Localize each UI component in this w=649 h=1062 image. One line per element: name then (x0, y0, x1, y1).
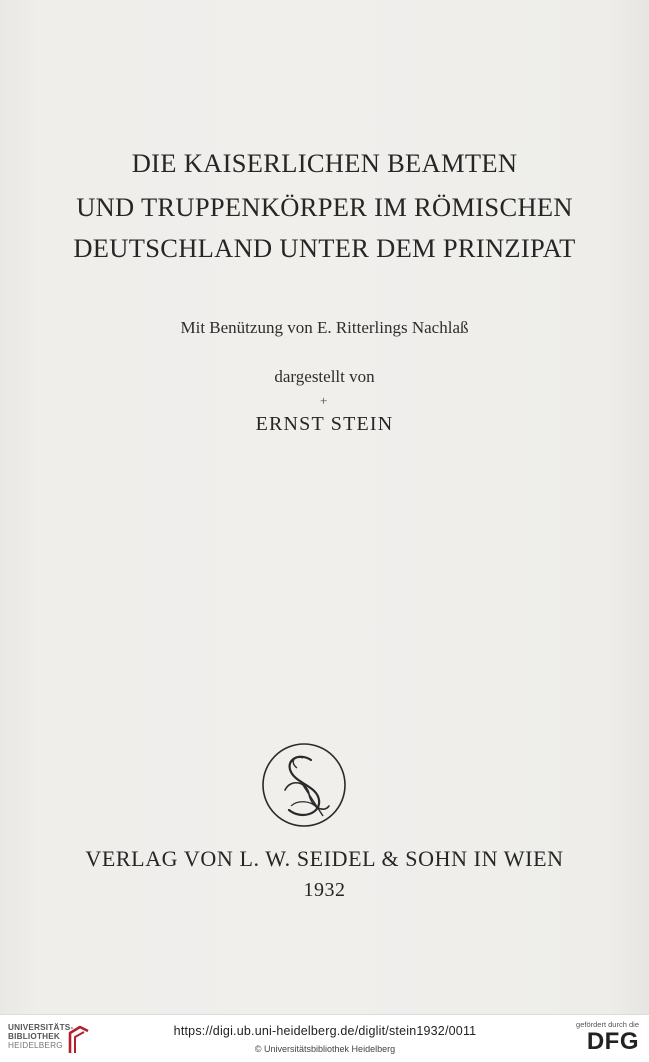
footer-bar (0, 1014, 649, 1062)
library-logo-text (8, 1023, 73, 1050)
author-name: ERNST STEIN (255, 413, 394, 435)
library-logo-line2: BIBLIOTHEK (8, 1032, 61, 1041)
library-logo-line3: HEIDELBERG (8, 1041, 63, 1050)
library-logo[interactable] (8, 1023, 158, 1057)
subtitle-note: Mit Benützung von E. Ritterlings Nachlaß (180, 318, 469, 337)
publication-year: 1932 (303, 879, 346, 901)
copyright-notice: © Universitätsbibliothek Heidelberg (254, 1044, 396, 1054)
dfg-logo[interactable] (573, 1020, 639, 1060)
dfg-funded-by-text: gefördert durch die (576, 1020, 639, 1029)
dfg-wordmark: DFG (586, 1028, 639, 1055)
publisher-line: VERLAG VON L. W. SEIDEL & SOHN IN WIEN (85, 846, 564, 871)
subtitle-presented-by: dargestellt von (274, 367, 375, 386)
title-line-3: DEUTSCHLAND UNTER DEM PRINZIPAT (73, 233, 576, 263)
deceased-cross-mark: + (320, 393, 328, 408)
library-emblem-icon (66, 1025, 90, 1055)
title-line-2: UND TRUPPENKÖRPER IM RÖMISCHEN (76, 192, 573, 222)
permalink-url[interactable]: https://digi.ub.uni-heidelberg.de/diglit/stein1932/0011 (173, 1024, 477, 1038)
title-line-1: DIE KAISERLICHEN BEAMTEN (131, 148, 518, 178)
library-logo-line1: UNIVERSITÄTS- (8, 1023, 74, 1032)
publisher-monogram-icon (261, 742, 347, 828)
